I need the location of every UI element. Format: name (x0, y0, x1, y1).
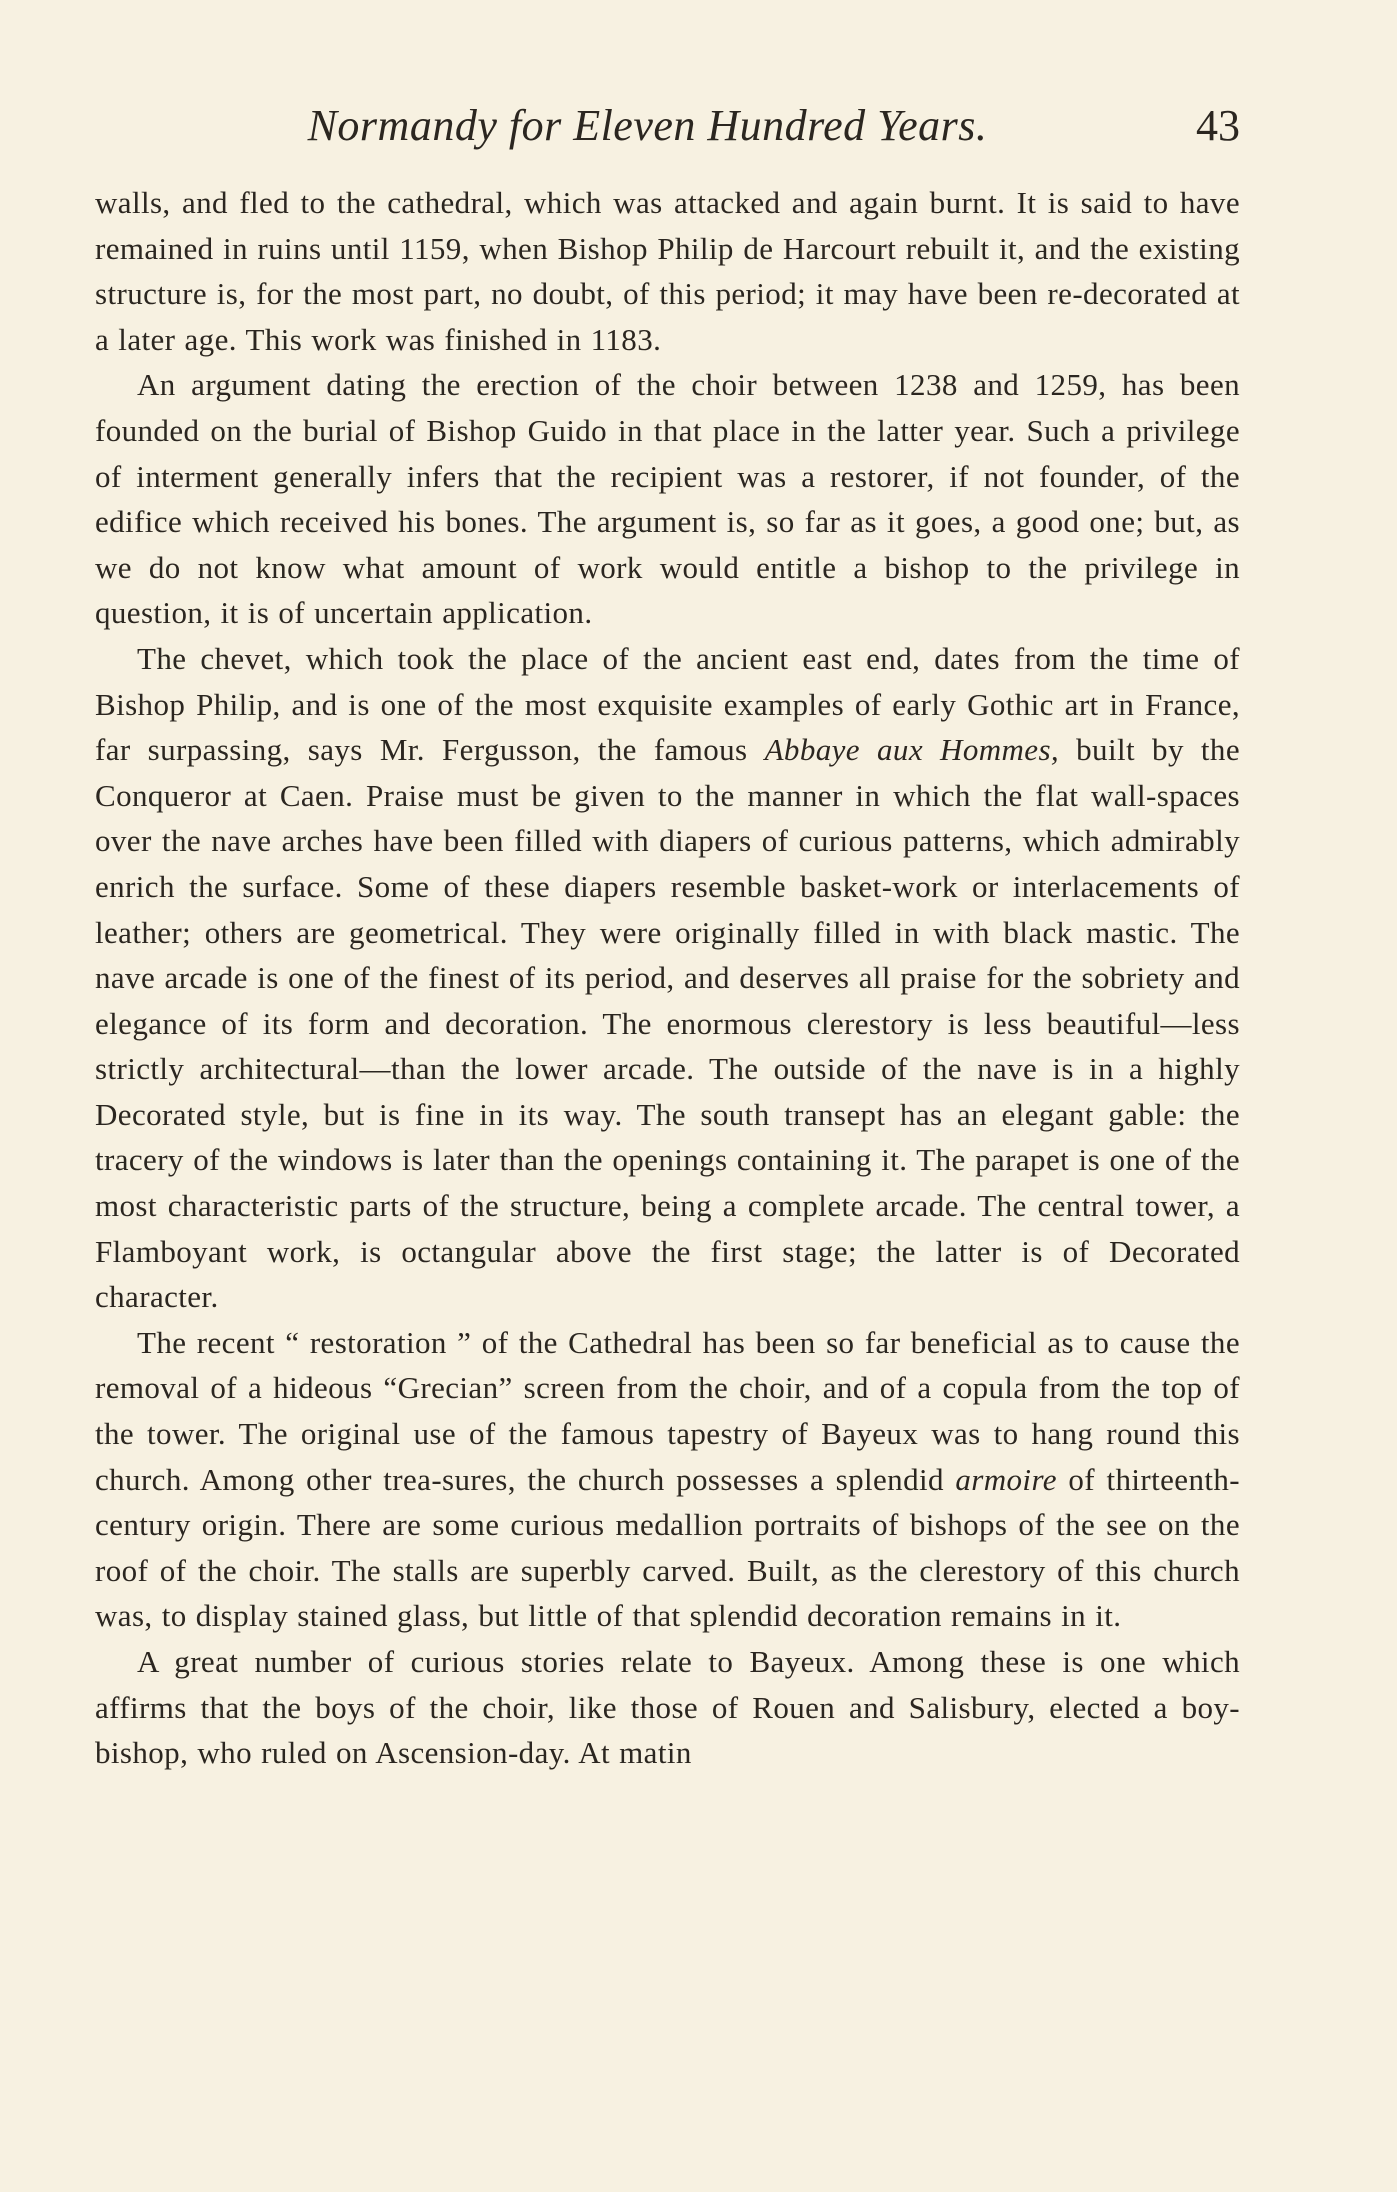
paragraph-text: A great number of curious stories relate to Bayeux. Among these is one which affirms that the boys of the choir, like those of Rouen and Salisbury, elected a boy-bishop, who ruled on Ascension-day. At matin (95, 1644, 1240, 1771)
paragraph (95, 180, 1240, 362)
italic-title: Abbaye aux Hommes, (764, 732, 1060, 768)
body-text (95, 180, 1240, 1776)
paragraph-text: of thirteenth-century origin. There are some curious medallion portraits of bishops of the see on the roof of the choir. The stalls are superbly carved. Built, as the clerestory of this church was, to display stained glass, but little of that splendid decoration remains in it. (95, 1461, 1240, 1634)
paragraph-text: walls, and fled to the cathedral, which was attacked and again burnt. It is said to have remained in ruins until 1159, when Bishop Philip de Harcourt rebuilt it, and the existing structure is, for the most part, no doubt, of this period; it may have been re-decorated at a later age. This work was finished in 1183. (95, 185, 1240, 357)
paragraph (95, 1639, 1240, 1776)
italic-term: armoire (955, 1461, 1057, 1497)
paragraph (95, 636, 1240, 1320)
paragraph-text: The chevet, which took the place of the ancient east end, dates from the time of Bishop Philip, and is one of the most exquisite examples of early Gothic art in France, far surpassing, says Mr. Fergusson, the famous (95, 640, 1240, 768)
paragraph-text: An argument dating the erection of the choir between 1238 and 1259, has been founded on the burial of Bishop Guido in that place in the latter year. Such a privilege of interment generally infers that the recipient was a restorer, if not founder, of the edifice which received his bones. The argument is, so far as it goes, a good one; but, as we do not know what amount of work would entitle a bishop to the privilege in question, it is of uncertain application. (95, 367, 1240, 631)
running-head (95, 100, 1240, 160)
paragraph-text: built by the Conqueror at Caen. Praise must be given to the manner in which the flat wall-spaces over the nave arches have been filled with diapers of curious patterns, which admirably enrich the surface. Some of these diapers resemble basket-work or interlacements of leather; others are geometrical. They were originally filled in with black mastic. The nave arcade is one of the finest of its period, and deserves all praise for the sobriety and elegance of its form and decoration. The enormous clerestory is less beautiful—less strictly architectural—than the lower arcade. The outside of the nave is in a highly Decorated style, but is fine in its way. The south transept has an elegant gable: the tracery of the windows is later than the openings containing it. The parapet is one of the most characteristic parts of the structure, being a complete arcade. The central tower, a Flamboyant work, is octangular above the first stage; the latter is of Decorated character. (95, 732, 1240, 1315)
paragraph-text: The recent “ restoration ” of the Cathedral has been so far beneficial as to cause the removal of a hideous “Grecian” screen from the choir, and of a copula from the top of the tower. The original use of the famous tapestry of Bayeux was to hang round this church. Among other trea-sures, the church possesses a splendid (95, 1324, 1240, 1497)
paragraph (95, 1320, 1240, 1639)
paragraph (95, 362, 1240, 636)
page-number: 43 (1196, 101, 1240, 150)
running-title: Normandy for Eleven Hundred Years. (307, 101, 988, 150)
